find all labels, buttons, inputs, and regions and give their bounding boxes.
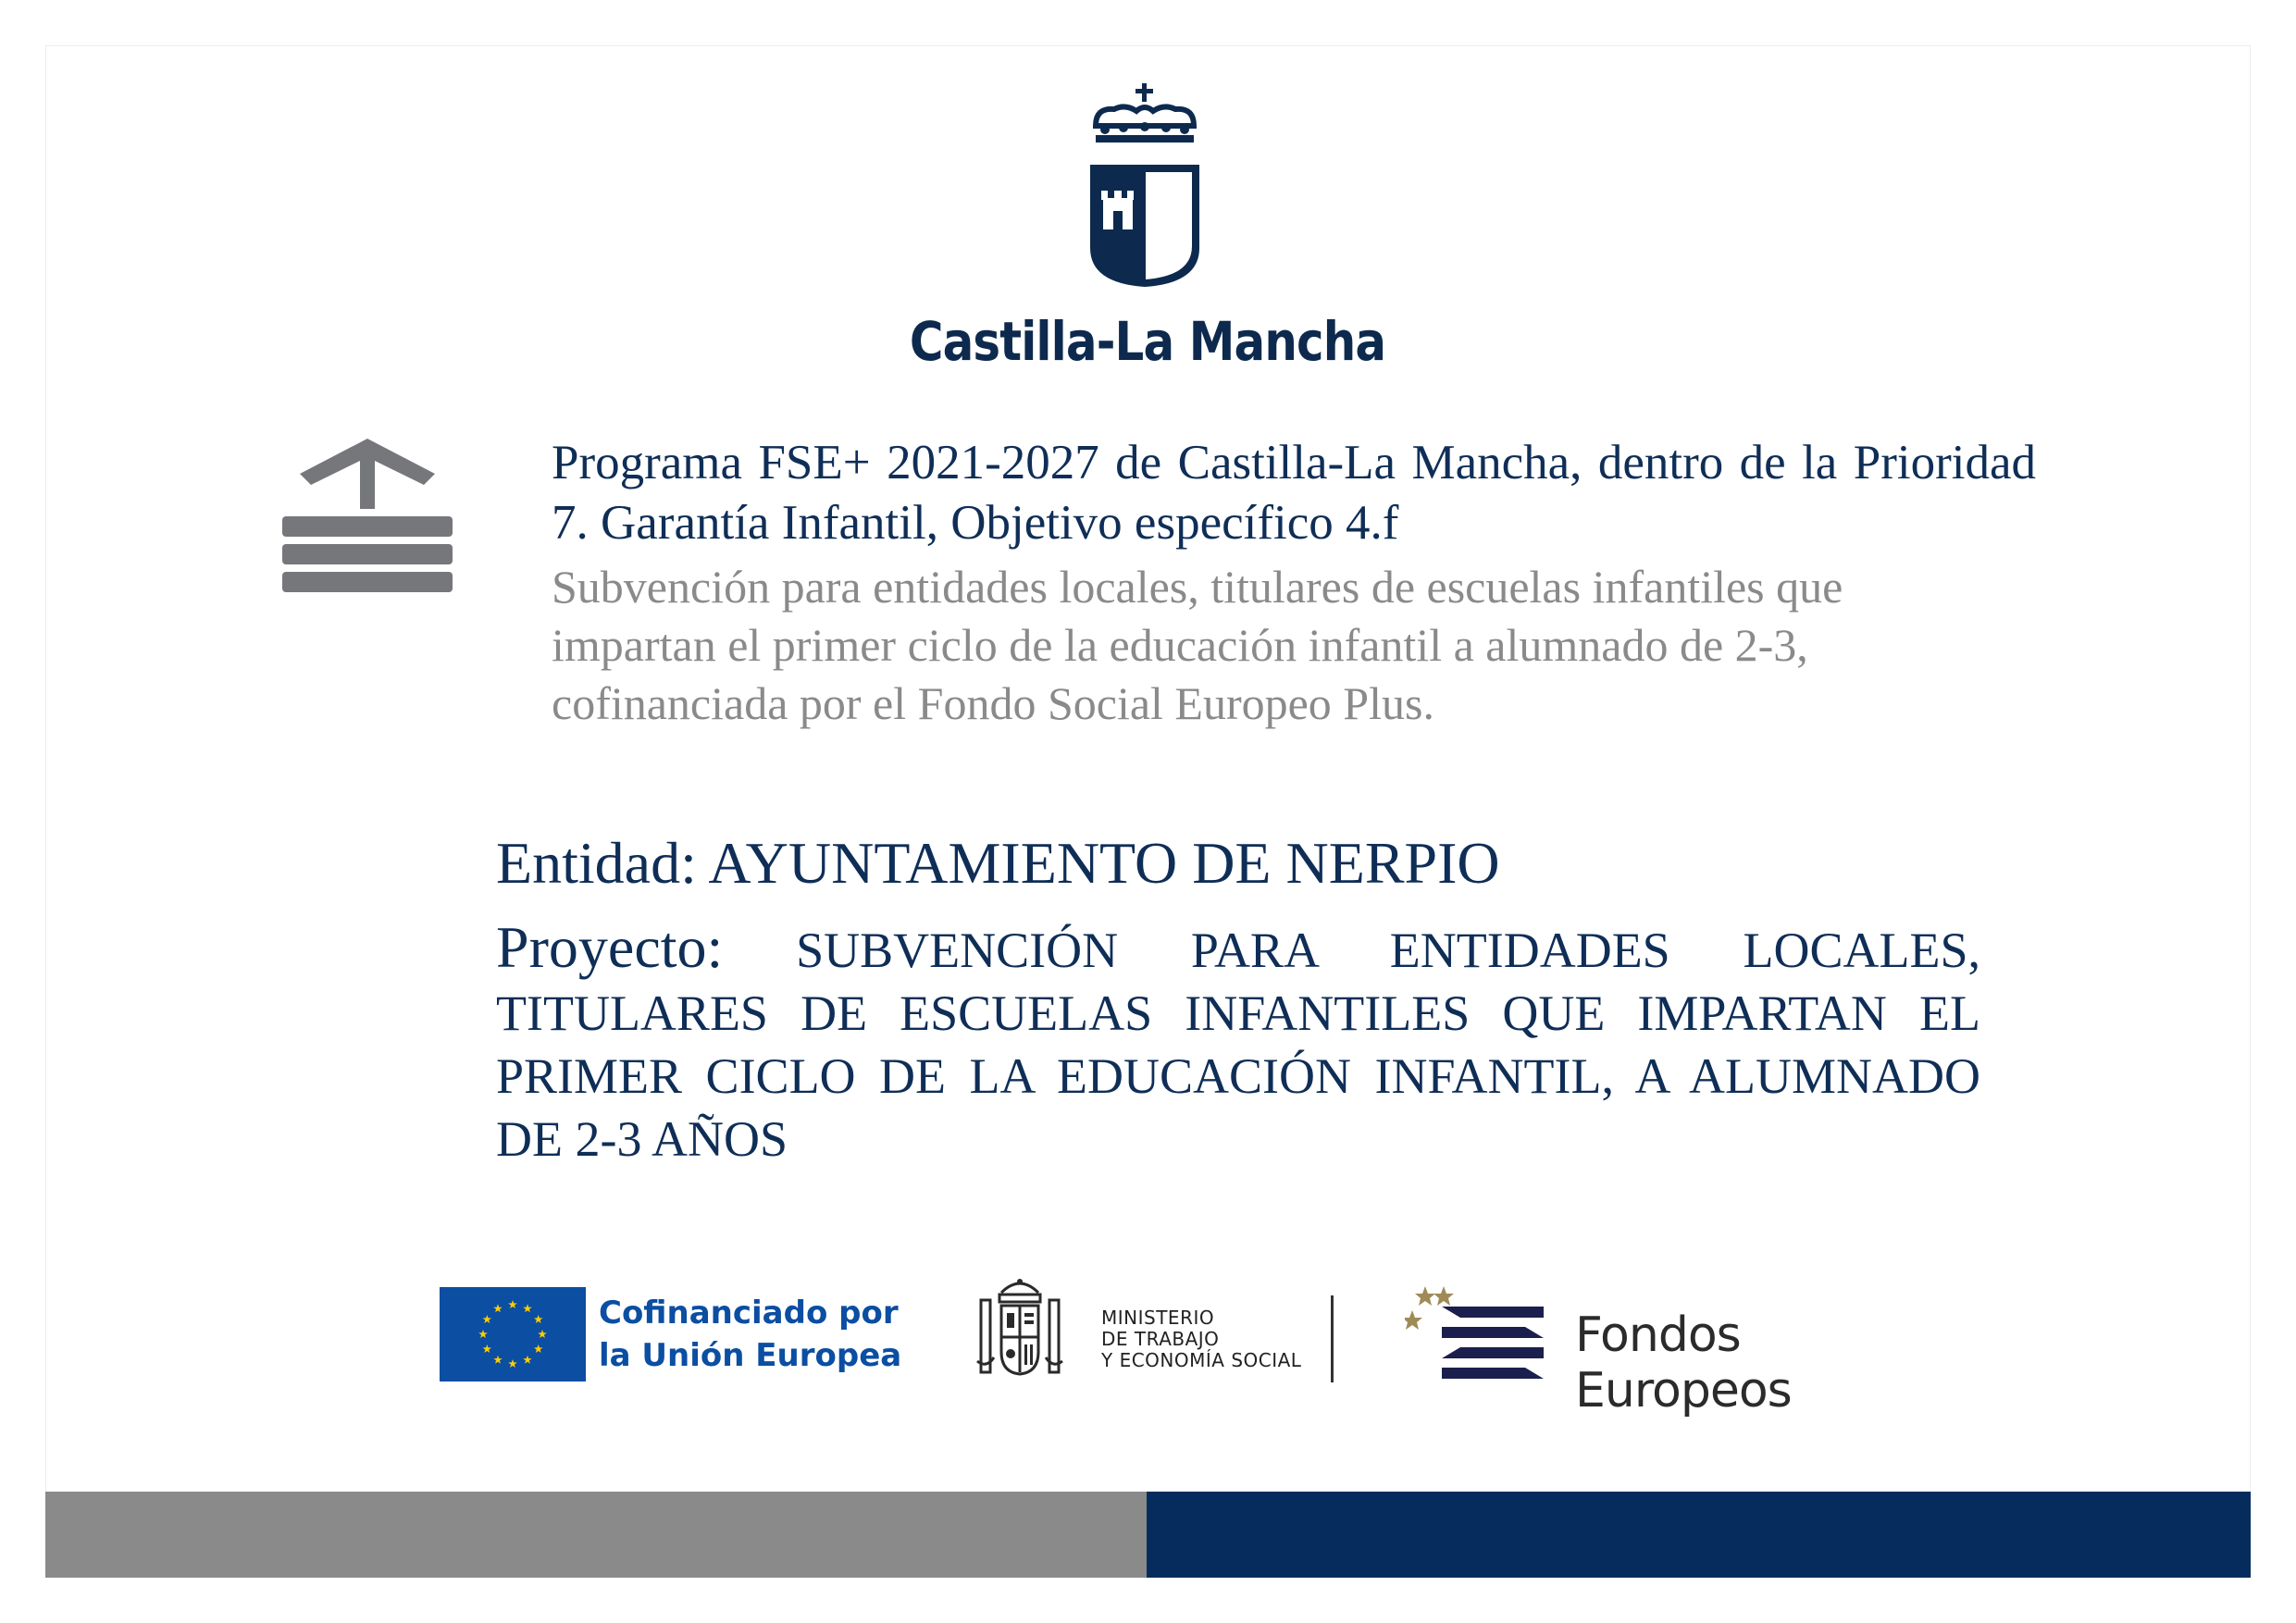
project-label: Proyecto: bbox=[496, 914, 724, 980]
footer-bar-blue bbox=[1147, 1492, 2251, 1578]
ministry-line-1: MINISTERIO bbox=[1101, 1307, 1215, 1329]
eu-line-1: Cofinanciado por bbox=[599, 1295, 899, 1332]
ministry-text bbox=[1101, 1307, 1351, 1371]
fondos-europeos-text: Fondos Europeos bbox=[1575, 1307, 1792, 1419]
footer-bar-gray bbox=[45, 1492, 1147, 1578]
program-subtitle: Subvención para entidades locales, titulares de escuelas infantiles que impartan el primer ciclo de la educación infantil a alumnado de 2-3, cofinanciada por el Fondo Social Europeo Plus. bbox=[552, 561, 1843, 729]
ministry-line-2: DE TRABAJO bbox=[1101, 1328, 1220, 1350]
project-block bbox=[496, 916, 1980, 1171]
project-text: SUBVENCIÓN PARA ENTIDADES LOCALES, TITULARES DE ESCUELAS INFANTILES QUE IMPARTAN EL PRIMER CICLO DE LA EDUCACIÓN INFANTIL, A ALUMNADO DE 2-3 AÑOS bbox=[496, 923, 1980, 1167]
ministry-line-3: Y ECONOMÍA SOCIAL bbox=[1101, 1349, 1302, 1371]
spain-coat-of-arms-icon bbox=[974, 1272, 1066, 1383]
fondos-europeos-icon bbox=[1405, 1286, 1553, 1388]
eu-cofinanced-text bbox=[599, 1292, 904, 1377]
program-title: Programa FSE+ 2021-2027 de Castilla-La Mancha, dentro de la Prioridad 7. Garantía Infantil, Objetivo específico 4.f bbox=[552, 436, 2036, 550]
upload-stack-icon bbox=[279, 435, 455, 598]
eu-line-2: la Unión Europea bbox=[599, 1337, 902, 1374]
castilla-la-mancha-wordmark: Castilla-La Mancha bbox=[909, 310, 1386, 373]
entity-line: Entidad: AYUNTAMIENTO DE NERPIO bbox=[496, 830, 1500, 896]
castilla-la-mancha-crest-icon bbox=[1083, 81, 1208, 290]
ministry-separator bbox=[1331, 1295, 1334, 1382]
eu-flag-icon bbox=[440, 1287, 586, 1381]
